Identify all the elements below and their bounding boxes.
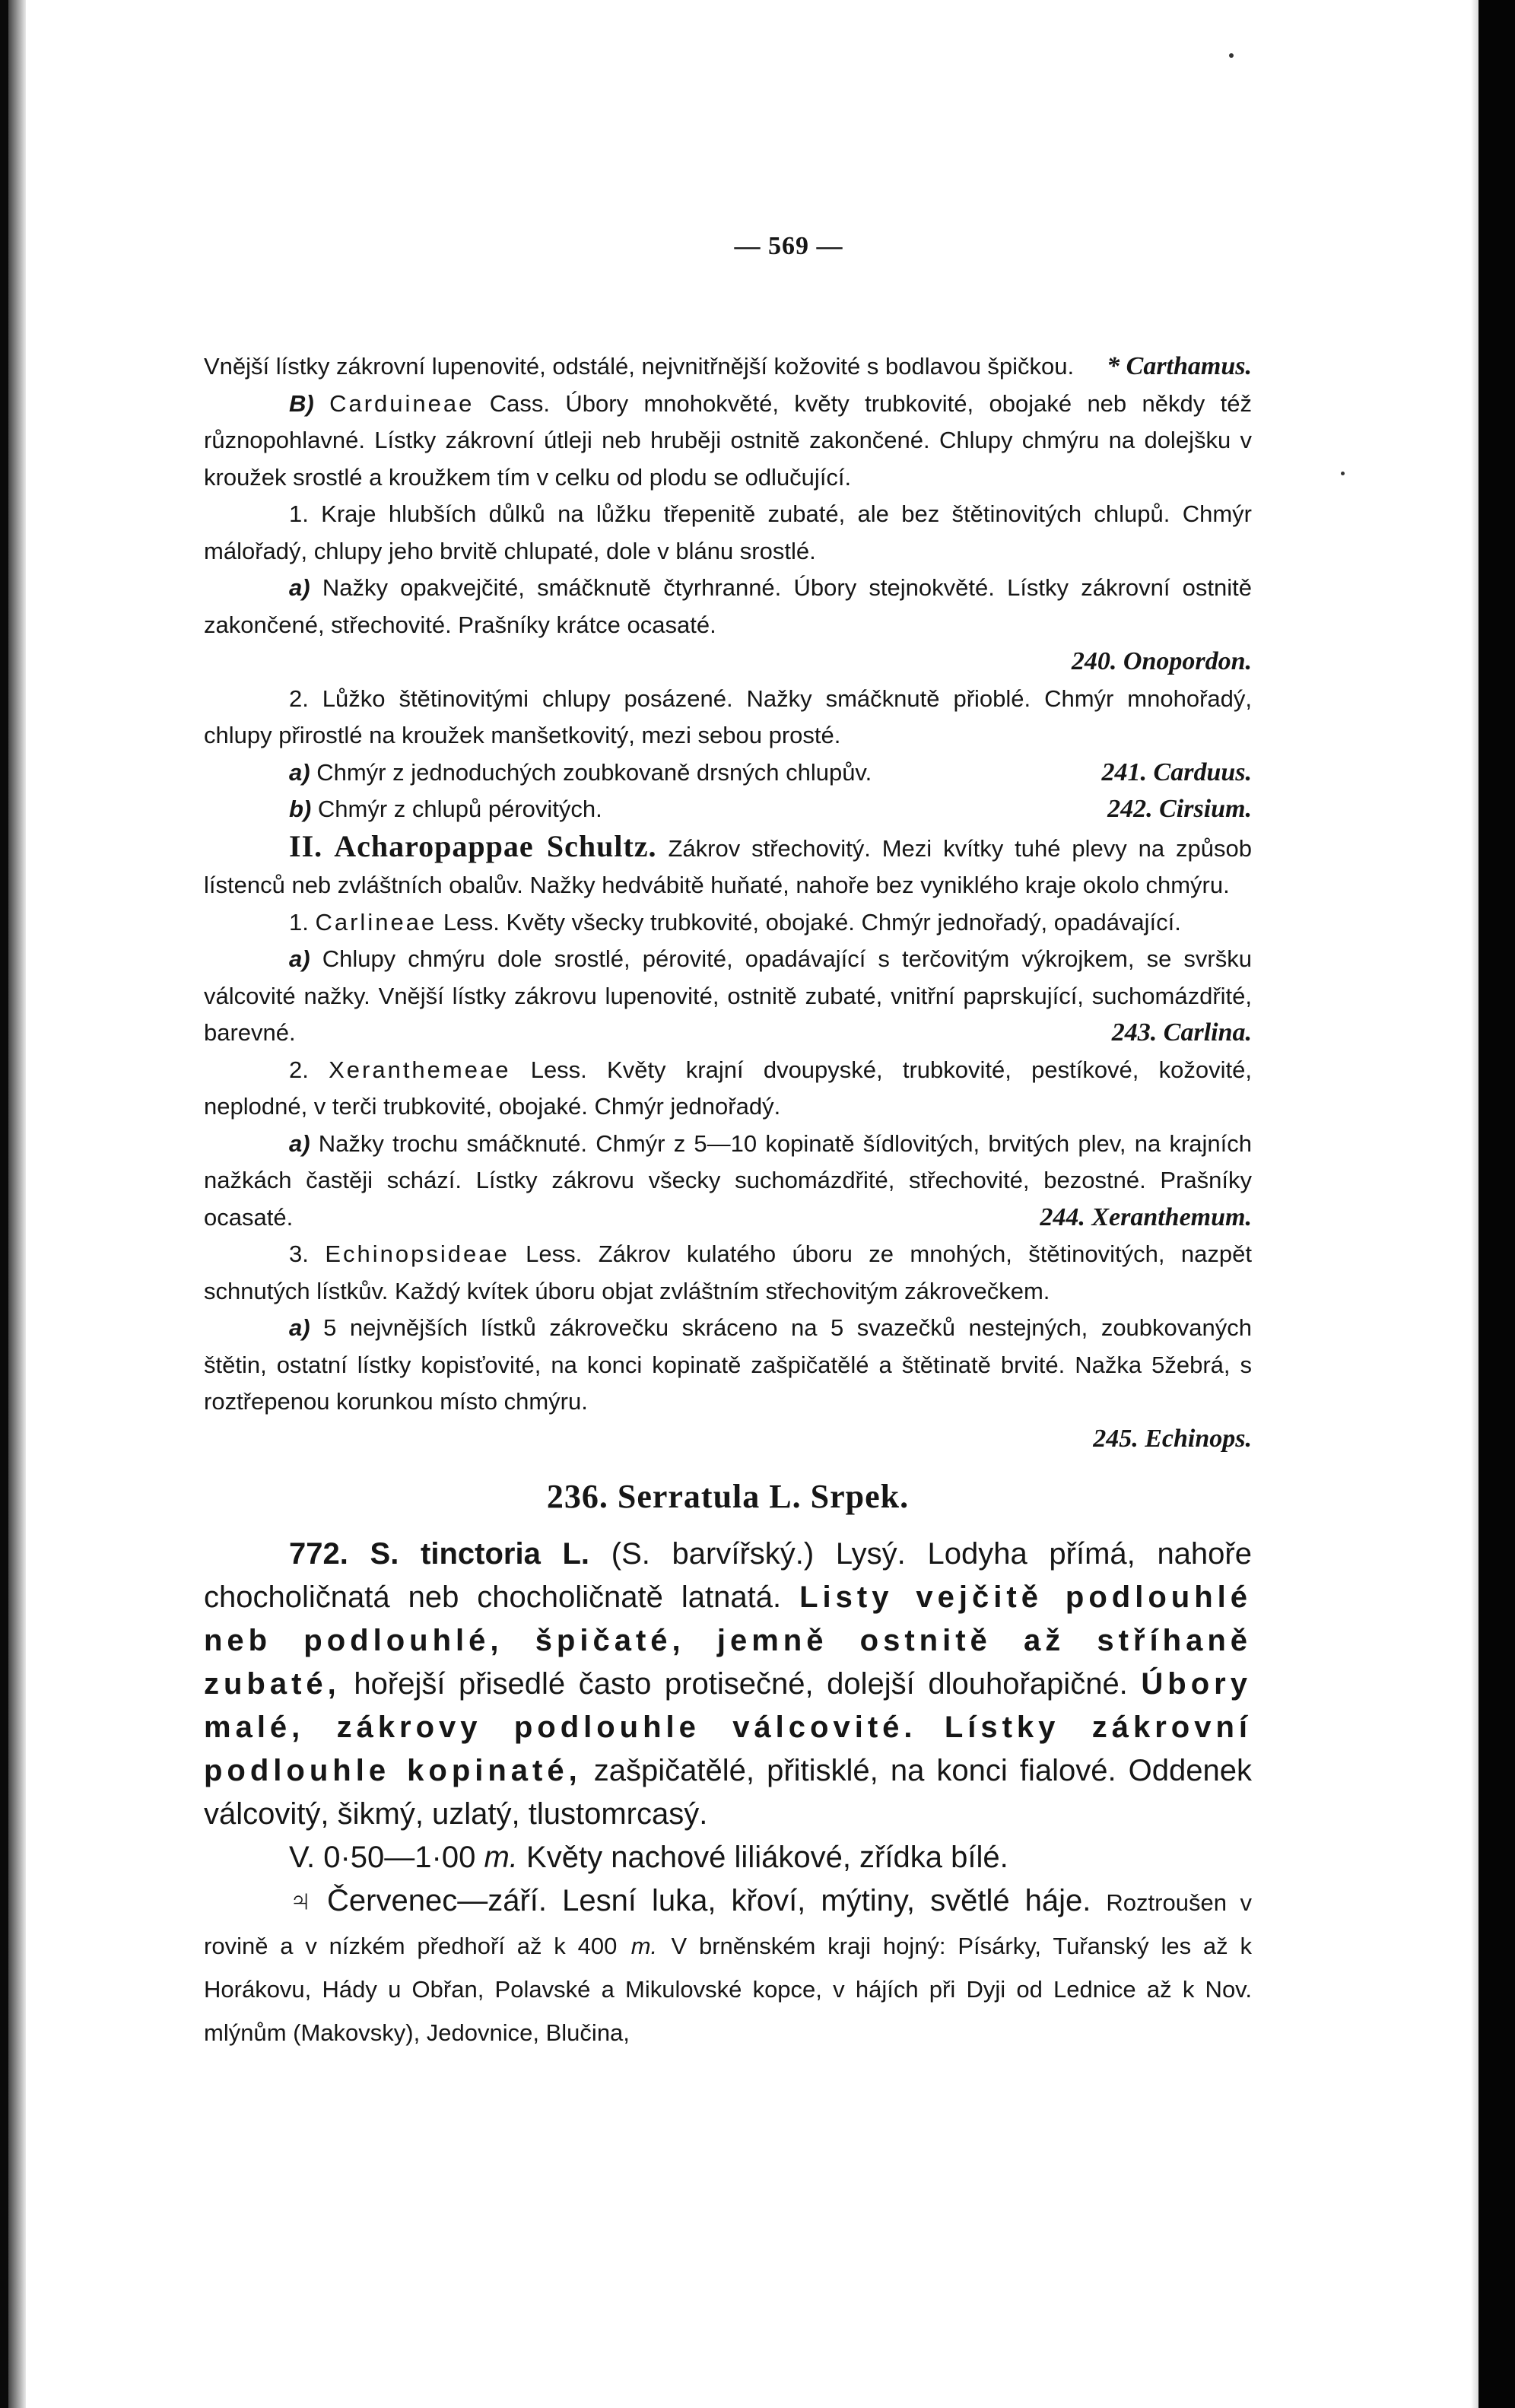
key-number: 1. [289, 908, 309, 936]
scan-speck [1229, 53, 1234, 58]
taxon-name: 240. Onopordon. [1071, 647, 1252, 675]
key-label: b) [289, 796, 312, 822]
scan-right-gap [1471, 0, 1478, 2408]
taxon-name: 242. Cirsium. [1107, 795, 1252, 823]
key-number: 2. [289, 1056, 309, 1083]
key-text: Zákrov střechovitý. Mezi kvítky tuhé plevy na způsob lístenců neb zvláštních obalův. Nažky hedvábitě huňaté, nahoře bez vyniklého kraje okolo chmýru. [204, 834, 1252, 898]
key-paragraph [204, 570, 1252, 643]
tribe-name: Carduineae [329, 389, 475, 417]
key-paragraph [204, 904, 1252, 942]
key-paragraph: 2. Lůžko štětinovitými chlupy posázené. Nažky smáčknutě přioblé. Chmýr mnohořadý, chlupy přirostlé na kroužek manšetkovitý, mezi sebou prosté. [204, 685, 1252, 748]
distribution-text: Roztroušen v rovině a v nízkém předhoří až k 400 [204, 1889, 1252, 1959]
key-paragraph [204, 1236, 1252, 1310]
key-paragraph [204, 386, 1252, 497]
distribution-unit: m. [630, 1933, 658, 1959]
key-text: Chlupy chmýru dole srostlé, pérovité, opadávající s terčovitým výkrojkem, se svršku válcovité nažky. Vnější lístky zákrovu lupenovité, ostnitě zubaté, vnitřní paprskující, suchomázdřité, barevné. [204, 945, 1252, 1046]
key-text: Less. Květy všecky trubkovité, obojaké. Chmýr jednořadý, opadávající. [443, 908, 1181, 936]
key-paragraph [204, 1126, 1252, 1237]
page-number: — 569 — [734, 232, 843, 260]
taxon-name: 244. Xeranthemum. [1040, 1202, 1252, 1231]
taxon-name: 243. Carlina. [1111, 1018, 1252, 1047]
taxon-line [204, 643, 1252, 681]
key-text: Vnější lístky zákrovní lupenovité, odstálé, nejvnitřnější kožovité s bodlavou špičkou. [204, 353, 1075, 380]
species-name: S. tinctoria L. [370, 1537, 590, 1571]
key-paragraph [204, 791, 1252, 828]
key-label: a) [289, 574, 310, 601]
taxon-name: 245. Echinops. [1093, 1424, 1252, 1453]
key-paragraph [204, 1310, 1252, 1421]
species-description [204, 1533, 1252, 1836]
key-text: Cass. Úbory mnohokvěté, květy trubkovité, obojaké neb někdy též různopohlavné. Lístky zákrovní útleji neb hruběji ostnitě zakončené. Chlupy chmýru na dolejšku v kroužek srostlé a kroužkem tím v celku od plodu se odlučující. [204, 389, 1252, 491]
scan-speck [1341, 472, 1345, 475]
species-common-name: (S. barvířský.) [611, 1537, 815, 1571]
book-page [204, 232, 1252, 2053]
key-text: Chmýr z chlupů pérovitých. [317, 796, 602, 822]
taxon-name: * Carthamus. [1107, 352, 1252, 380]
habitat-text: Červenec—září. Lesní luka, křoví, mýtiny, světlé háje. [327, 1884, 1091, 1917]
key-label: a) [289, 758, 310, 786]
key-text: Less. Zákrov kulatého úboru ze mnohých, štětinovitých, nazpět schnutých lístkův. Každý kvítek úboru objat zvláštním střechovitým zákrovečkem. [204, 1241, 1252, 1304]
size-unit: m. [484, 1841, 518, 1874]
tribe-name: Echinopsideae [325, 1241, 510, 1267]
description-text: zašpičatělé, přitisklé, na konci fialové. Oddenek válcovitý, šikmý, uzlatý, tlustomrcasý. [204, 1754, 1252, 1831]
key-paragraph [204, 754, 1252, 792]
key-text: Chmýr z jednoduchých zoubkovaně drsných chlupův. [316, 758, 872, 786]
taxon-line [204, 1421, 1252, 1458]
key-label: a) [289, 945, 310, 972]
group-heading: II. Acharopappae Schultz. [289, 828, 657, 863]
size-text: V. 0·50—1·00 [289, 1841, 476, 1874]
key-label: a) [289, 1129, 310, 1157]
key-paragraph [204, 941, 1252, 1052]
key-text: 5 nejvnějších lístků zákrovečku skráceno na 5 svazečků nestejných, zoubkovaných štětin, ostatní lístky kopisťovité, na konci kopinatě zašpičatělé a štětinatě brvité. Nažka 5žebrá, s roztřepenou korunkou místo chmýru. [204, 1314, 1252, 1415]
tribe-name: Carlineae [315, 908, 437, 936]
key-label: B) [289, 389, 314, 417]
species-number: 772. [289, 1537, 348, 1571]
key-paragraph [204, 828, 1252, 904]
key-paragraph [204, 1052, 1252, 1126]
distribution-text: V brněnském kraji hojný: Písárky, Tuřanský les až k Horákovu, Hády u Obřan, Polavské a Mikulovské kopce, v hájích při Dyji od Lednice až k Nov. mlýnům (Makovsky), Jedovnice, Blučina, [204, 1933, 1253, 2046]
species-habitat [204, 1879, 1252, 2053]
flower-text: Květy nachové liliákové, zřídka bílé. [526, 1841, 1008, 1874]
description-text-spaced: Listy vejčitě podlouhlé neb podlouhlé, špičaté, jemně ostnitě až stříhaně zubaté, [204, 1580, 1252, 1701]
key-text: Less. Květy krajní dvoupyské, trubkovité, pestíkové, kožovité, neplodné, v terči trubkovité, obojaké. Chmýr jednořadý. [204, 1056, 1252, 1120]
key-paragraph [204, 348, 1252, 386]
key-paragraph: 1. Kraje hlubších důlků na lůžku třepenitě zubaté, ale bez štětinovitých chlupů. Chmýr málořadý, chlupy jeho brvitě chlupaté, dole v blánu srostlé. [204, 500, 1252, 564]
taxon-name: 241. Carduus. [1101, 758, 1252, 786]
species-size [204, 1836, 1252, 1879]
description-text-spaced: Úbory malé, zákrovy podlouhle válcovité. [204, 1667, 1252, 1744]
key-text: Nažky trochu smáčknuté. Chmýr z 5—10 kopinatě šídlovitých, brvitých plev, na krajních nažkách častěji schází. Lístky zákrovu všecky suchomázdřité, střechovité, bezostné. Prašníky ocasaté. [204, 1129, 1252, 1231]
key-number: 3. [289, 1241, 309, 1267]
genus-heading: 236. Serratula L. Srpek. [546, 1478, 910, 1515]
scan-right-border [1478, 0, 1515, 2408]
perennial-icon: ♃ [289, 1884, 312, 1917]
description-text-spaced: Lístky zákrovní podlouhle kopinaté, [204, 1711, 1252, 1787]
key-text: Nažky opakvejčité, smáčknutě čtyrhranné. Úbory stejnokvěté. Lístky zákrovní ostnitě zakončené, střechovité. Prašníky krátce ocasaté. [204, 574, 1252, 638]
scan-left-border [0, 0, 8, 2408]
description-text: hořejší přisedlé často protisečné, dolejší dlouhořapičné. [354, 1667, 1128, 1701]
description-text: Lysý. Lodyha přímá, nahoře chocholičnatá neb chocholičnatě latnatá. [204, 1537, 1252, 1614]
tribe-name: Xeranthemeae [329, 1056, 511, 1083]
key-label: a) [289, 1314, 310, 1341]
